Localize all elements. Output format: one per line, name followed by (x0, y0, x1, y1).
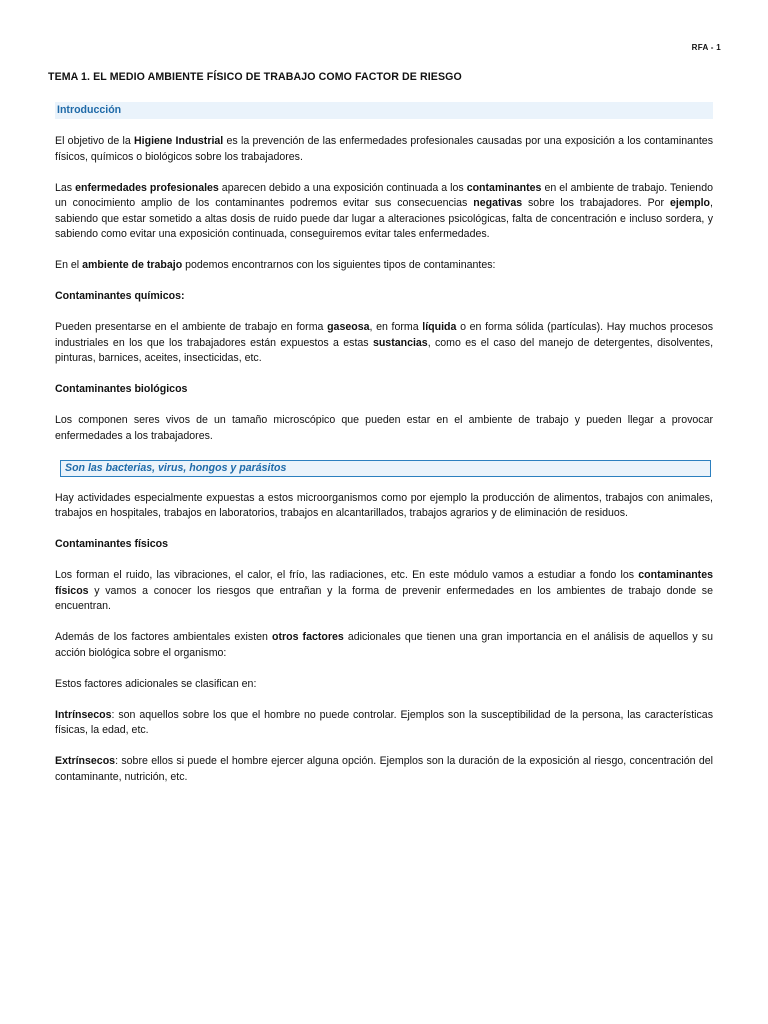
section-heading-introduccion: Introducción (55, 102, 713, 119)
document-body (55, 102, 713, 801)
page-number: RFA - 1 (691, 43, 721, 52)
paragraph-extrinsecos: Extrínsecos: sobre ellos si puede el hombre ejercer alguna opción. Ejemplos son la duración de la exposición al riesgo, concentración del contaminante, nutrición, etc. (55, 755, 713, 783)
subheading-biologicos: Contaminantes biológicos (55, 383, 188, 395)
paragraph-intrinsecos: Intrínsecos: son aquellos sobre los que el hombre no puede controlar. Ejemplos son la susceptibilidad de la persona, las características físicas, la edad, etc. (55, 708, 713, 736)
highlight-note-box: Son las bacterias, virus, hongos y parásitos (60, 460, 711, 477)
paragraph-quimicos: Pueden presentarse en el ambiente de trabajo en forma gaseosa, en forma líquida o en forma sólida (partículas). Hay muchos procesos industriales en los que los trabajadores están expuestos a estas sustancias, como es el caso del manejo de detergentes, disolventes, pinturas, barnices, aceites, insecticidas, etc. (55, 321, 714, 364)
paragraph-ambiente: En el ambiente de trabajo podemos encontrarnos con los siguientes tipos de contaminantes: (55, 259, 496, 271)
document-title: TEMA 1. EL MEDIO AMBIENTE FÍSICO DE TRABAJO COMO FACTOR DE RIESGO (48, 71, 462, 83)
paragraph-otros-factores: Además de los factores ambientales existen otros factores adicionales que tienen una gran importancia en el análisis de aquellos y su acción biológica sobre el organismo: (55, 631, 713, 659)
subheading-quimicos: Contaminantes químicos: (55, 290, 185, 302)
paragraph-enfermedades: Las enfermedades profesionales aparecen debido a una exposición continuada a los contaminantes en el ambiente de trabajo. Teniendo un conocimiento amplio de los contaminantes podremos evitar sus consecuencias negativas sobre los trabajadores. Por ejemplo, sabiendo que estar sometido a altas dosis de ruido puede dar lugar a alteraciones psicológicas, falta de concentración e incluso sordera, y sabiendo como evitar una exposición continuada, conseguiremos evitar tales enfermedades. (55, 181, 713, 240)
paragraph-clasificacion: Estos factores adicionales se clasifican en: (55, 677, 257, 690)
paragraph-objetivo: El objetivo de la Higiene Industrial es la prevención de las enfermedades profesionales causadas por una exposición a los contaminantes físicos, químicos o biológicos sobre los trabajadores. (55, 135, 713, 163)
paragraph-fisicos: Los forman el ruido, las vibraciones, el calor, el frío, las radiaciones, etc. En este módulo vamos a estudiar a fondo los contaminantes físicos y vamos a conocer los riesgos que entrañan y la forma de prevenir enfermedades en los ambientes de trabajo donde se encuentran. (55, 569, 713, 612)
subheading-fisicos: Contaminantes físicos (55, 538, 169, 550)
paragraph-actividades: Hay actividades especialmente expuestas a estos microorganismos como por ejemplo la producción de alimentos, trabajos con animales, trabajos en hospitales, trabajos en laboratorios, trabajos en alcantarillados, trabajos agrarios y de eliminación de residuos. (55, 491, 713, 519)
paragraph-biologicos: Los componen seres vivos de un tamaño microscópico que pueden estar en el ambiente de trabajo y pueden llegar a provocar enfermedades a los trabajadores. (55, 414, 713, 442)
